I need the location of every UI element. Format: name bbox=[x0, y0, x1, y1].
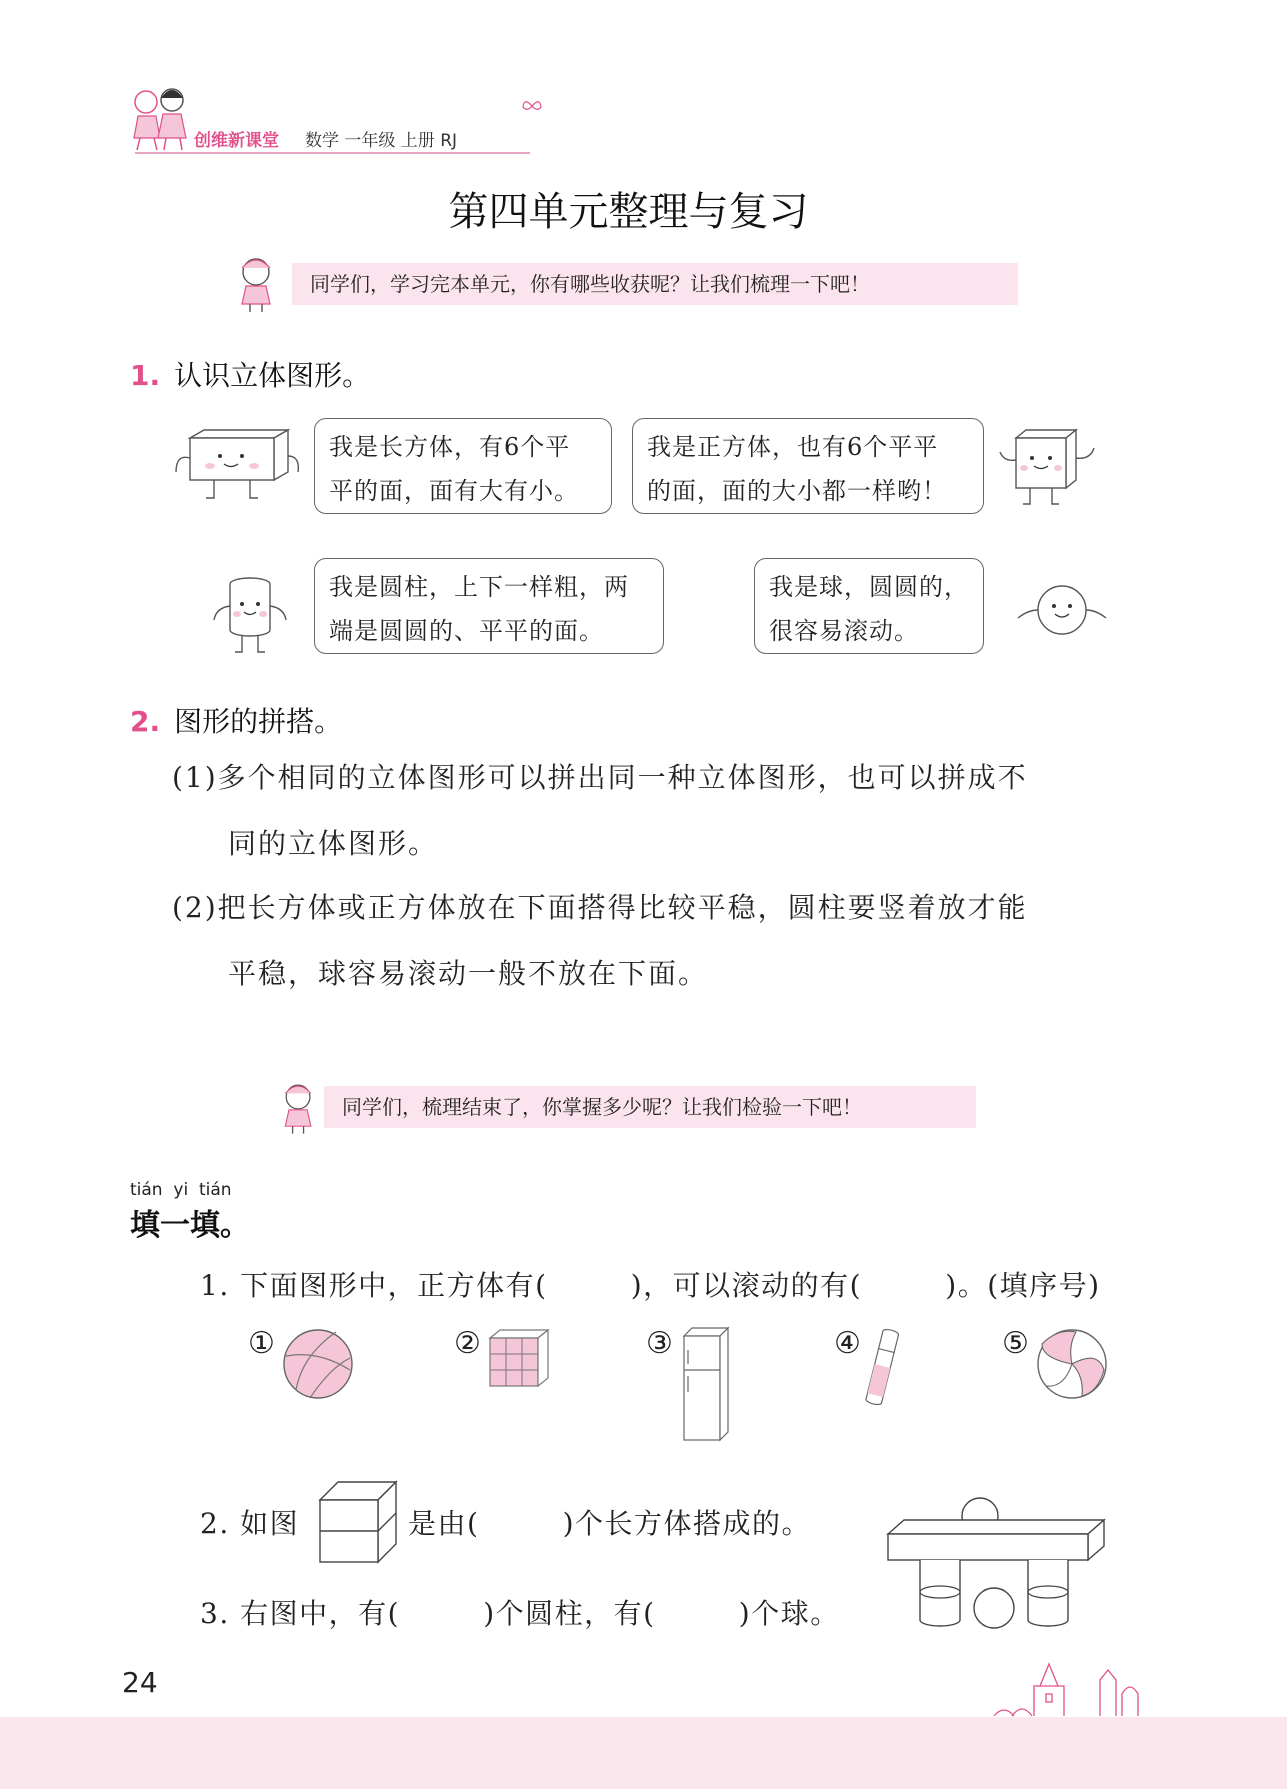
point-1 bbox=[172, 762, 1028, 794]
bubble-line: 我是圆柱，上下一样粗，两 bbox=[329, 573, 629, 601]
refrigerator-icon bbox=[678, 1326, 734, 1444]
question-2-prefix: 2. 如图 bbox=[200, 1507, 300, 1540]
bubble-line: 很容易滚动。 bbox=[769, 617, 919, 645]
bubble-line: 我是球，圆圆的， bbox=[769, 573, 969, 601]
page-title: 第四单元整理与复习 bbox=[448, 189, 809, 235]
bubble-line: 端是圆圆的、平平的面。 bbox=[329, 617, 604, 645]
girl-mascot-icon bbox=[234, 254, 280, 314]
castle-decoration-icon bbox=[990, 1650, 1170, 1718]
cuboid-character-icon bbox=[172, 428, 306, 510]
option-label: ① bbox=[248, 1326, 275, 1361]
volleyball-icon bbox=[1034, 1326, 1110, 1402]
sphere-character-icon bbox=[1010, 580, 1114, 640]
brand-name: 创维新课堂 bbox=[194, 131, 279, 151]
cube-speech-bubble bbox=[632, 418, 984, 514]
section-2-number: 2. bbox=[130, 705, 161, 738]
header-underline bbox=[135, 152, 530, 154]
page-number: 24 bbox=[122, 1666, 158, 1699]
basketball-icon bbox=[280, 1326, 356, 1402]
butterfly-icon bbox=[522, 98, 542, 114]
option-label: ⑤ bbox=[1002, 1326, 1029, 1361]
section-1-label: 认识立体图形。 bbox=[174, 359, 371, 392]
block-structure-figure bbox=[884, 1494, 1108, 1634]
rubiks-cube-icon bbox=[486, 1328, 552, 1390]
glue-stick-icon bbox=[862, 1326, 902, 1410]
option-label: ③ bbox=[646, 1326, 673, 1361]
option-label: ② bbox=[454, 1326, 481, 1361]
question-3: 3. 右图中，有( )个圆柱，有( )个球。 bbox=[200, 1597, 840, 1630]
section-2-label: 图形的拼搭。 bbox=[174, 705, 343, 738]
girl-mascot-icon bbox=[278, 1080, 320, 1136]
point-2-cont: 平稳，球容易滚动一般不放在下面。 bbox=[228, 957, 709, 990]
section-2-heading bbox=[130, 700, 342, 740]
point-text: 把长方体或正方体放在下面搭得比较平稳，圆柱要竖着放才能 bbox=[217, 891, 1028, 924]
cube-character-icon bbox=[996, 426, 1104, 510]
intro-banner: 同学们，学习完本单元，你有哪些收获呢？让我们梳理一下吧！ bbox=[292, 263, 1018, 305]
sphere-speech-bubble bbox=[754, 558, 984, 654]
cylinder-speech-bubble bbox=[314, 558, 664, 654]
footer-band bbox=[0, 1717, 1287, 1789]
question-2-suffix: 是由( )个长方体搭成的。 bbox=[408, 1507, 812, 1540]
section-1-heading bbox=[130, 354, 370, 394]
question-1: 1. 下面图形中，正方体有( )，可以滚动的有( )。(填序号) bbox=[200, 1269, 1101, 1302]
point-2 bbox=[172, 892, 1028, 924]
header-kids-illustration bbox=[128, 84, 194, 154]
fill-pinyin: tián yi tián bbox=[130, 1180, 232, 1200]
section-1-number: 1. bbox=[130, 359, 161, 392]
point-tag: (2) bbox=[172, 891, 218, 924]
cuboid-speech-bubble bbox=[314, 418, 612, 514]
cylinder-character-icon bbox=[210, 576, 290, 658]
bubble-line: 平的面，面有大有小。 bbox=[329, 477, 579, 505]
check-banner: 同学们，梳理结束了，你掌握多少呢？让我们检验一下吧！ bbox=[324, 1086, 976, 1128]
point-1-cont: 同的立体图形。 bbox=[228, 827, 439, 860]
option-label: ④ bbox=[834, 1326, 861, 1361]
bubble-line: 我是正方体，也有6个平平 bbox=[647, 433, 939, 461]
bubble-line: 的面，面的大小都一样哟！ bbox=[647, 477, 947, 505]
fill-heading: 填一填。 bbox=[130, 1208, 250, 1243]
stacked-cuboids-figure bbox=[318, 1478, 400, 1566]
point-text: 多个相同的立体图形可以拼出同一种立体图形，也可以拼成不 bbox=[217, 761, 1028, 794]
bubble-line: 我是长方体，有6个平 bbox=[329, 433, 571, 461]
point-tag: (1) bbox=[172, 761, 218, 794]
book-subject: 数学 一年级 上册 RJ bbox=[305, 131, 458, 151]
